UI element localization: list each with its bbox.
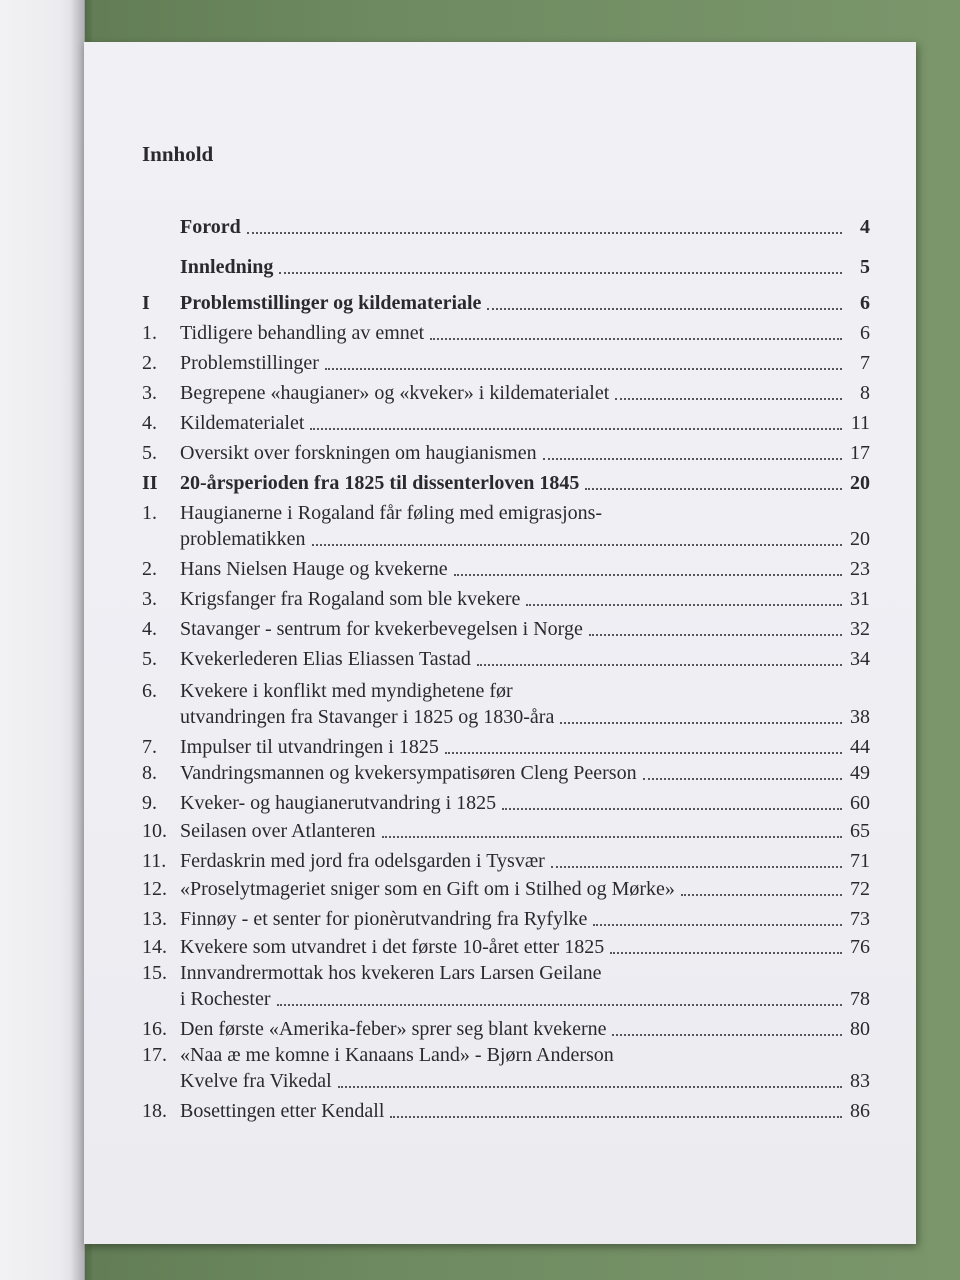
dot-leader: [382, 836, 843, 838]
entry-page-number: 73: [850, 908, 870, 930]
entry-number: 8.: [142, 762, 157, 784]
dot-leader: [526, 604, 842, 606]
entry-page-number: 31: [850, 588, 870, 610]
dot-leader: [277, 1004, 842, 1006]
toc-entry: [142, 814, 870, 844]
dot-leader: [325, 368, 842, 370]
toc-entry: [142, 582, 870, 612]
toc-entry: [142, 210, 870, 240]
dot-leader: [681, 894, 842, 896]
entry-title: Bosettingen etter Kendall: [180, 1100, 385, 1122]
entry-title: Innvandrermottak hos kvekeren Lars Larsen Geilane: [180, 962, 602, 984]
dot-leader: [551, 866, 842, 868]
entry-title: Kvekere som utvandret i det første 10-året etter 1825: [180, 936, 605, 958]
dot-leader: [430, 338, 842, 340]
entry-page-number: 83: [850, 1070, 870, 1092]
dot-leader: [310, 428, 842, 430]
entry-number: I: [142, 292, 150, 314]
entry-title: Problemstillinger: [180, 352, 319, 374]
toc-entry: [142, 872, 870, 902]
dot-leader: [312, 544, 842, 546]
entry-title: Kildematerialet: [180, 412, 305, 434]
entry-number: 5.: [142, 442, 157, 464]
entry-number: 2.: [142, 352, 157, 374]
entry-number: 9.: [142, 792, 157, 814]
page-title: Innhold: [142, 142, 214, 166]
toc-entry: [142, 552, 870, 582]
entry-title: Innledning: [180, 256, 274, 278]
entry-number: 16.: [142, 1018, 167, 1040]
entry-number: 10.: [142, 820, 167, 842]
entry-title: Ferdaskrin med jord fra odelsgarden i Tysvær: [180, 850, 545, 872]
dot-leader: [477, 664, 842, 666]
entry-page-number: 4: [860, 216, 870, 238]
entry-number: 12.: [142, 878, 167, 900]
entry-page-number: 38: [850, 706, 870, 728]
contents-page: [84, 42, 916, 1244]
entry-page-number: 7: [860, 352, 870, 374]
toc-entry-continuation: [180, 982, 870, 1012]
entry-page-number: 76: [850, 936, 870, 958]
entry-title-continuation: Kvelve fra Vikedal: [180, 1070, 332, 1092]
entry-title: Oversikt over forskningen om haugianismen: [180, 442, 537, 464]
entry-page-number: 32: [850, 618, 870, 640]
entry-page-number: 80: [850, 1018, 870, 1040]
entry-title: Impulser til utvandringen i 1825: [180, 736, 439, 758]
entry-page-number: 60: [850, 792, 870, 814]
entry-page-number: 17: [850, 442, 870, 464]
entry-number: 18.: [142, 1100, 167, 1122]
entry-page-number: 65: [850, 820, 870, 842]
entry-number: 1.: [142, 322, 157, 344]
entry-title: Haugianerne i Rogaland får føling med emigrasjons-: [180, 502, 603, 524]
dot-leader: [338, 1086, 842, 1088]
toc-entry: [142, 250, 870, 280]
dot-leader: [643, 778, 842, 780]
entry-number: 13.: [142, 908, 167, 930]
entry-page-number: 6: [860, 322, 870, 344]
entry-page-number: 34: [850, 648, 870, 670]
dot-leader: [445, 752, 842, 754]
entry-number: II: [142, 472, 158, 494]
entry-title: Begrepene «haugianer» og «kveker» i kildematerialet: [180, 382, 610, 404]
entry-title: Vandringsmannen og kvekersympatisøren Cleng Peerson: [180, 762, 637, 784]
dot-leader: [390, 1116, 842, 1118]
entry-title: Krigsfanger fra Rogaland som ble kvekere: [180, 588, 521, 610]
toc-entry: [142, 756, 870, 786]
entry-page-number: 20: [850, 472, 870, 494]
entry-page-number: 86: [850, 1100, 870, 1122]
entry-number: 11.: [142, 850, 167, 872]
entry-title: Finnøy - et senter for pionèrutvandring fra Ryfylke: [180, 908, 588, 930]
entry-title: Problemstillinger og kildemateriale: [180, 292, 482, 314]
entry-title-continuation: problematikken: [180, 528, 306, 550]
entry-title: Kveker- og haugianerutvandring i 1825: [180, 792, 497, 814]
dot-leader: [585, 488, 842, 490]
entry-number: 14.: [142, 936, 167, 958]
dot-leader: [612, 1034, 842, 1036]
toc-entry: [142, 844, 870, 874]
entry-title-continuation: utvandringen fra Stavanger i 1825 og 1830-åra: [180, 706, 555, 728]
dot-leader: [279, 272, 842, 274]
entry-number: 17.: [142, 1044, 167, 1066]
dot-leader: [502, 808, 842, 810]
entry-number: 5.: [142, 648, 157, 670]
entry-title: «Naa æ me komne i Kanaans Land» - Bjørn Anderson: [180, 1044, 614, 1066]
entry-title: Hans Nielsen Hauge og kvekerne: [180, 558, 448, 580]
entry-title: Tidligere behandling av emnet: [180, 322, 425, 344]
toc-entry-continuation: [180, 522, 870, 552]
entry-page-number: 44: [850, 736, 870, 758]
entry-title: Stavanger - sentrum for kvekerbevegelsen i Norge: [180, 618, 583, 640]
dot-leader: [543, 458, 842, 460]
toc-entry: [142, 406, 870, 436]
dot-leader: [589, 634, 842, 636]
dot-leader: [610, 952, 842, 954]
entry-title: Seilasen over Atlanteren: [180, 820, 376, 842]
entry-number: 15.: [142, 962, 167, 984]
entry-number: 4.: [142, 412, 157, 434]
entry-number: 3.: [142, 588, 157, 610]
dot-leader: [593, 924, 842, 926]
toc-entry-continuation: [180, 1064, 870, 1094]
toc-entry: [142, 376, 870, 406]
entry-number: 4.: [142, 618, 157, 640]
toc-entry: [142, 286, 870, 316]
toc-entry: [142, 1094, 870, 1124]
toc-entry: [142, 612, 870, 642]
dot-leader: [454, 574, 842, 576]
entry-title: Forord: [180, 216, 241, 238]
entry-title: Den første «Amerika-feber» sprer seg blant kvekerne: [180, 1018, 607, 1040]
entry-number: 1.: [142, 502, 157, 524]
entry-page-number: 20: [850, 528, 870, 550]
entry-title: «Proselytmageriet sniger som en Gift om i Stilhed og Mørke»: [180, 878, 675, 900]
entry-number: 3.: [142, 382, 157, 404]
toc-entry: [142, 642, 870, 672]
entry-page-number: 8: [860, 382, 870, 404]
entry-title-continuation: i Rochester: [180, 988, 271, 1010]
toc-entry: [142, 902, 870, 932]
dot-leader: [247, 232, 842, 234]
entry-page-number: 11: [850, 412, 870, 434]
entry-page-number: 72: [850, 878, 870, 900]
dot-leader: [487, 308, 842, 310]
entry-number: 2.: [142, 558, 157, 580]
entry-page-number: 71: [850, 850, 870, 872]
entry-title: 20-årsperioden fra 1825 til dissenterloven 1845: [180, 472, 580, 494]
entry-number: 7.: [142, 736, 157, 758]
entry-page-number: 6: [860, 292, 870, 314]
toc-entry: [142, 436, 870, 466]
dot-leader: [615, 398, 842, 400]
entry-title: Kvekere i konflikt med myndighetene før: [180, 680, 513, 702]
entry-page-number: 5: [860, 256, 870, 278]
toc-entry: [142, 316, 870, 346]
entry-page-number: 49: [850, 762, 870, 784]
dot-leader: [560, 722, 842, 724]
toc-entry: [142, 346, 870, 376]
entry-title: Kvekerlederen Elias Eliassen Tastad: [180, 648, 471, 670]
entry-page-number: 78: [850, 988, 870, 1010]
toc-entry-continuation: [180, 700, 870, 730]
toc-entry: [142, 466, 870, 496]
entry-number: 6.: [142, 680, 157, 702]
toc-entry: [142, 786, 870, 816]
entry-page-number: 23: [850, 558, 870, 580]
